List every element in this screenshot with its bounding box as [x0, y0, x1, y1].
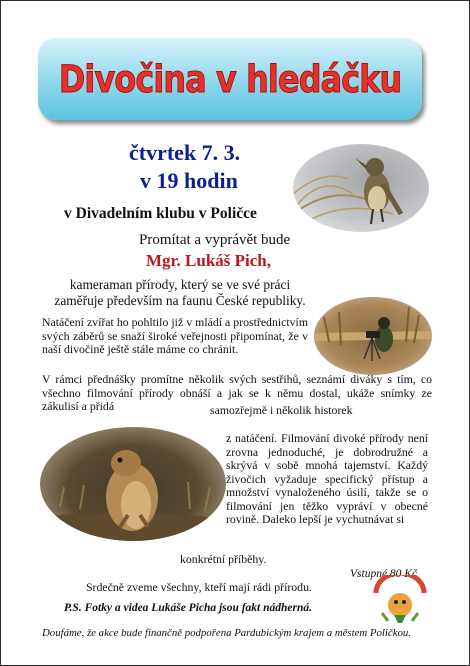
paragraph-end: konkrétní příběhy.: [180, 552, 267, 566]
speaker-description: kameraman přírody, který se ve své práci zaměřuje především na faunu České republiky.: [54, 277, 306, 308]
invitation-line: Srdečně zveme všechny, kteří mají rádi přírodu.: [86, 580, 312, 594]
venue-line: v Divadelním klubu v Poličce: [64, 205, 257, 222]
event-date: čtvrtek 7. 3.: [129, 140, 241, 165]
postscript-line: P.S. Fotky a videa Lukáše Picha jsou fakt nádherná.: [64, 602, 313, 614]
paragraph-lecture-cont: samozřejmě i několik historek: [210, 403, 353, 417]
bird-photo: [293, 144, 429, 232]
title-banner: [38, 38, 422, 120]
speaker-name: Mgr. Lukáš Pich,: [146, 251, 272, 270]
paragraph-filming: z natáčení. Filmování divoké přírody není zrovna jednoduché, je dobrodružné a skrývá v sobě mnohá tajemství. Každý živočich vyžaduje specifický přístup a množství vynaloženého úsilí, takže se o filmování jen těžko vypráví v obecné rovině. Daleko lepší je vychutnávat si: [226, 431, 428, 526]
footer-note: Doufáme, že akce bude finančně podpořena Pardubickým krajem a městem Poličkou.: [42, 627, 411, 639]
organizer-logo: [372, 575, 428, 625]
promo-line: Promítat a vyprávět bude: [139, 232, 291, 248]
event-time: v 19 hodin: [140, 168, 238, 193]
paragraph-lecture: V rámci přednášky promítne několik svých sestřihů, seznámí diváky s tím, co všechno filmování přírody obnáší a jak se k němu dostal, ukáže snímky ze zákulisí a přidá: [42, 372, 432, 413]
paragraph-intro: Natáčení zvířat ho pohltilo již v mládí a prostřednictvím svých záběrů se snaží široké veřejnosti připomínat, že v naší divočině ještě stále máme co chránit.: [42, 315, 308, 356]
poster-title: Divočina v hledáčku: [58, 57, 402, 101]
ground-squirrel-photo: [40, 427, 226, 541]
cameraman-photo: [314, 297, 432, 375]
admission-price: Vstupné 80 Kč: [350, 568, 418, 580]
